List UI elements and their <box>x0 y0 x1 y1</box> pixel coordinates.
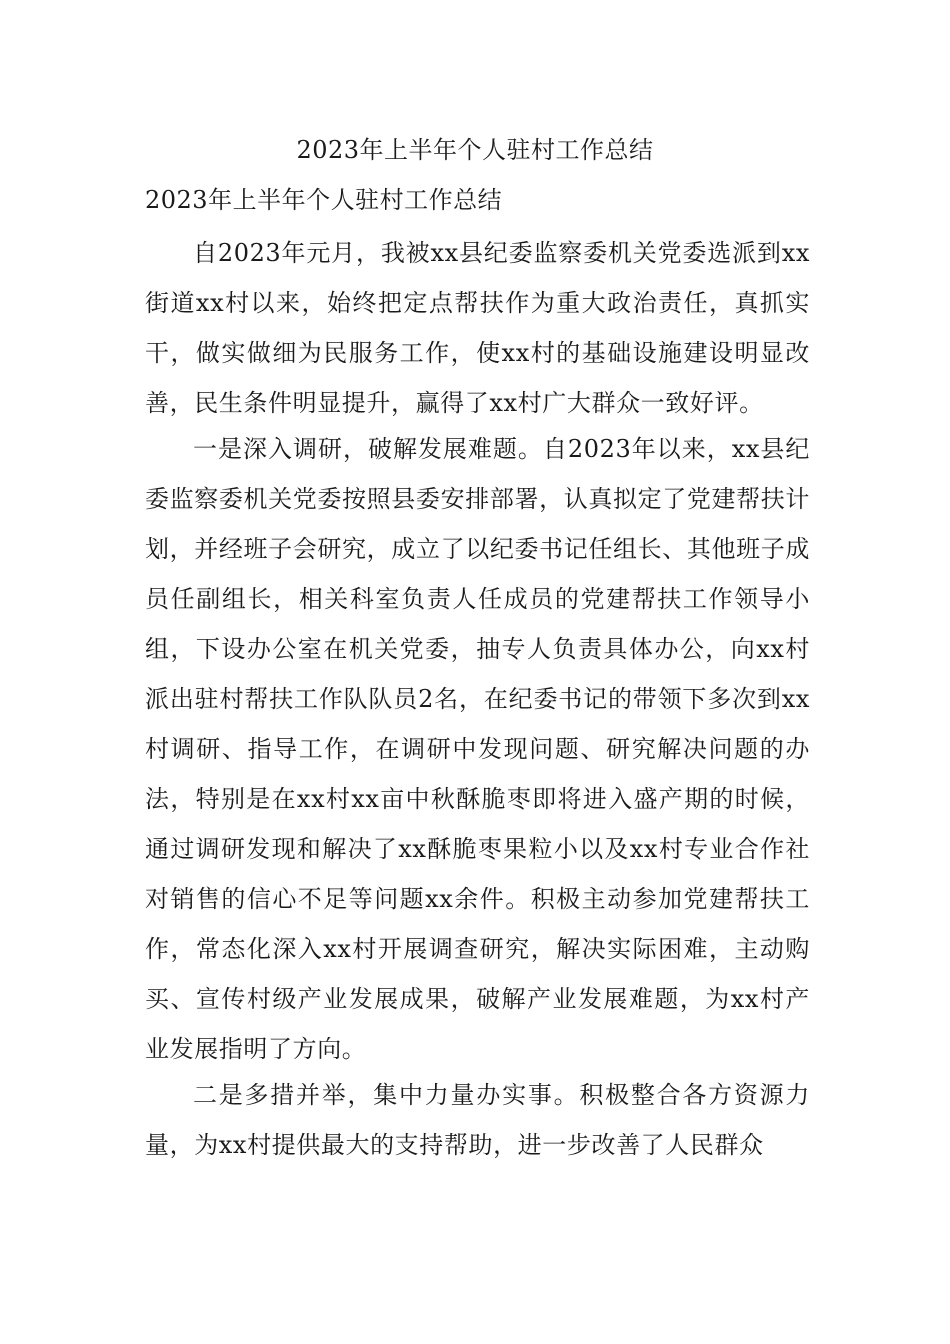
document-subtitle: 2023年上半年个人驻村工作总结 <box>145 186 503 214</box>
paragraph-intro: 自2023年元月，我被xx县纪委监察委机关党委选派到xx街道xx村以来，始终把定点帮扶作为重大政治责任，真抓实干，做实做细为民服务工作，使xx村的基础设施建设明显改善，民生条件明显提升，赢得了xx村广大群众一致好评。 <box>145 239 810 417</box>
paragraph-research: 一是深入调研，破解发展难题。自2023年以来，xx县纪委监察委机关党委按照县委安排部署，认真拟定了党建帮扶计划，并经班子会研究，成立了以纪委书记任组长、其他班子成员任副组长，相关科室负责人任成员的党建帮扶工作领导小组，下设办公室在机关党委，抽专人负责具体办公，向xx村派出驻村帮扶工作队队员2名，在纪委书记的带领下多次到xx村调研、指导工作，在调研中发现问题、研究解决问题的办法，特别是在xx村xx亩中秋酥脆枣即将进入盛产期的时候，通过调研发现和解决了xx酥脆枣果粒小以及xx村专业合作社对销售的信心不足等问题xx余件。积极主动参加党建帮扶工作，常态化深入xx村开展调查研究，解决实际困难，主动购买、宣传村级产业发展成果，破解产业发展难题，为xx村产业发展指明了方向。 <box>145 435 810 1063</box>
paragraph-measures: 二是多措并举，集中力量办实事。积极整合各方资源力量，为xx村提供最大的支持帮助，进一步改善了人民群众 <box>145 1081 810 1159</box>
document-title: 2023年上半年个人驻村工作总结 <box>296 136 654 164</box>
document-body <box>145 180 810 1166</box>
